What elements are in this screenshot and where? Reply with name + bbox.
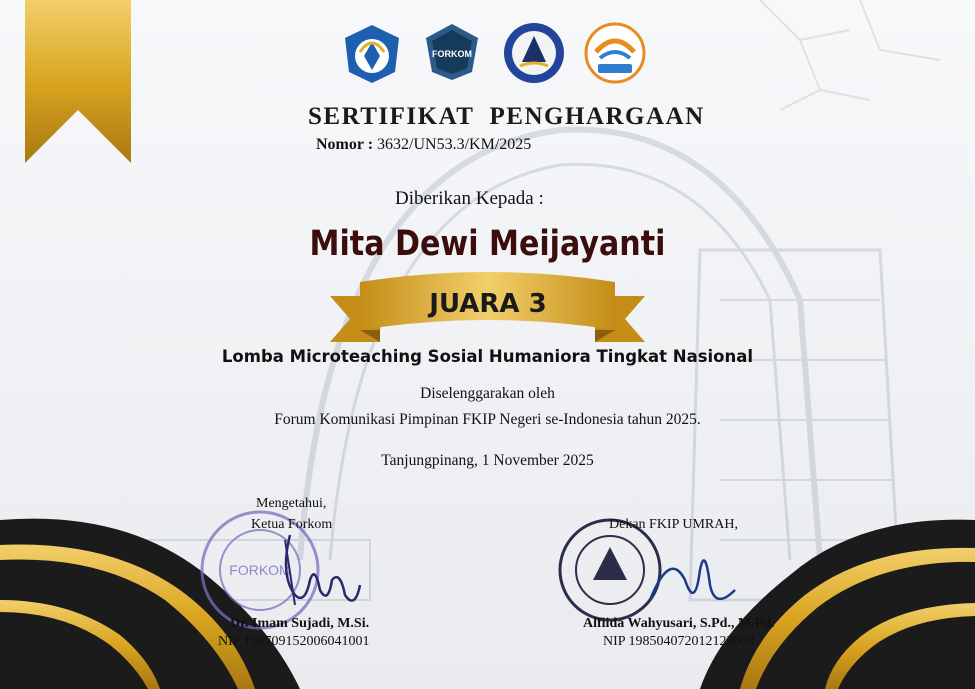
logo-row [0,22,975,88]
tut-wuri-handayani-logo-icon [340,22,404,86]
left-sign-nip: NIP 196709152006041001 [218,634,370,649]
left-sign-line1: Mengetahui, [256,496,327,511]
organizer-name: Forum Komunikasi Pimpinan FKIP Negeri se-Indonesia tahun 2025. [274,411,701,428]
diktisaintek-berdampak-logo-icon [584,22,646,84]
left-sign-line2: Ketua Forkom [251,517,333,532]
right-sign-line1: Dekan FKIP UMRAH, [609,517,738,532]
right-sign-name: Alfiida Wahyusari, S.Pd., M.Pd. [583,616,775,631]
certificate-title: SERTIFIKAT PENGHARGAAN [308,103,705,130]
forkom-logo-icon [422,22,482,82]
svg-text:FORKOM: FORKOM [229,562,291,578]
umrah-logo-icon [503,22,565,84]
number-label: Nomor : [316,136,374,153]
number-value: 3632/UN53.3/KM/2025 [377,136,532,153]
place-date: Tanjungpinang, 1 November 2025 [381,452,594,469]
award-title: JUARA 3 [429,289,547,319]
given-to-label: Diberikan Kepada : [395,188,544,209]
right-sign-nip: NIP 198504072012122003 [603,634,755,649]
left-sign-name: Dr. Imam Sujadi, M.Si. [230,616,370,631]
recipient-name: Mita Dewi Meijayanti [309,224,666,264]
certificate-number [316,136,636,154]
event-name: Lomba Microteaching Sosial Humaniora Tingkat Nasional [221,347,754,366]
forkom-logo-text: FORKOM [432,49,472,59]
left-signature [270,525,380,620]
organized-by-label: Diselenggarakan oleh [420,385,555,402]
right-signature [640,540,750,620]
